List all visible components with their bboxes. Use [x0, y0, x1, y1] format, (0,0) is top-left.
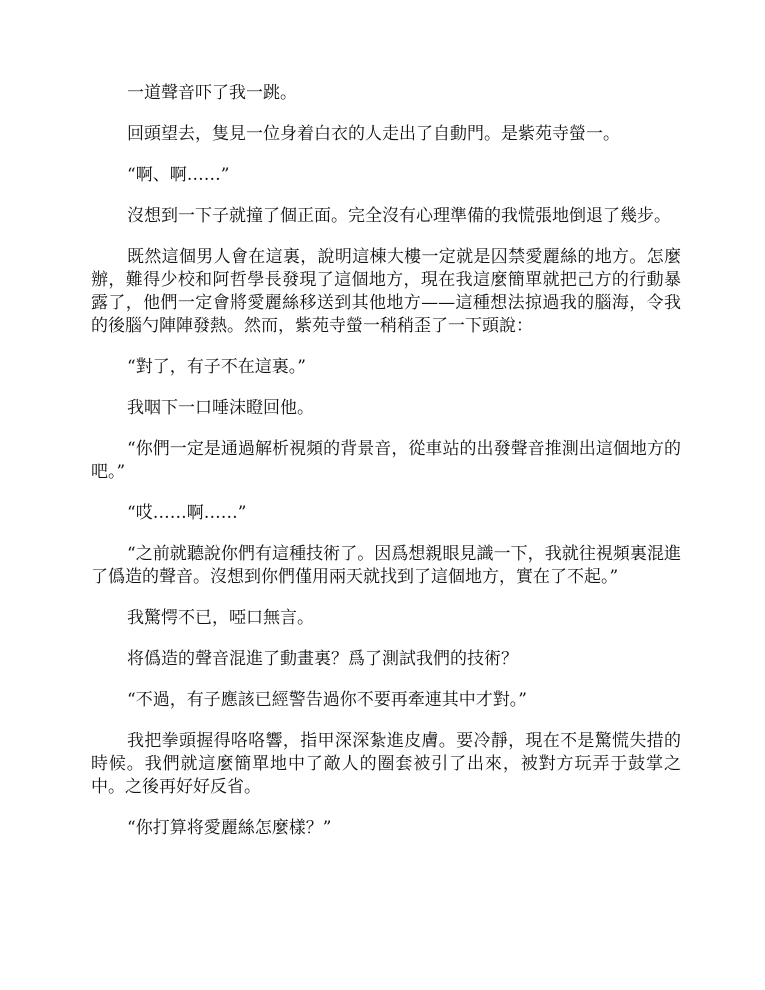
paragraph: 既然這個男人會在這裏，說明這棟大樓一定就是囚禁愛麗絲的地方。怎麼辦，難得少校和阿哲學長發現了這個地方，現在我這麼簡單就把己方的行動暴露了，他們一定會將愛麗絲移送到其他地方——這種想法掠過我的腦海，令我的後腦勺陣陣發熱。然而，紫苑寺螢一稍稍歪了一下頭說： [91, 247, 681, 336]
paragraph: 我把拳頭握得咯咯響，指甲深深紮進皮膚。要冷靜，現在不是驚慌失措的時候。我們就這麼簡單地中了敵人的圈套被引了出來，被對方玩弄于鼓掌之中。之後再好好反省。 [91, 731, 681, 797]
paragraph: 将僞造的聲音混進了動畫裏？爲了測試我們的技術？ [127, 649, 518, 669]
paragraph: “啊、啊……” [127, 165, 230, 185]
paragraph: “之前就聽說你們有這種技術了。因爲想親眼見識一下，我就往視頻裏混進了僞造的聲音。沒想到你們僅用兩天就找到了這個地方，實在了不起。” [91, 544, 681, 587]
paragraph: “對了，有子不在這裏。” [127, 357, 306, 377]
paragraph: “你們一定是通過解析視頻的背景音，從車站的出發聲音推測出這個地方的吧。” [91, 439, 681, 482]
paragraph: 回頭望去，隻見一位身着白衣的人走出了自動門。是紫苑寺螢一。 [127, 124, 620, 144]
paragraph: 我驚愕不已，啞口無言。 [127, 608, 314, 628]
paragraph: “不過，有子應該已經警告過你不要再牽連其中才對。” [127, 690, 527, 710]
paragraph: 沒想到一下子就撞了個正面。完全沒有心理準備的我慌張地倒退了幾步。 [127, 206, 671, 226]
paragraph: “你打算将愛麗絲怎麼樣？” [127, 818, 332, 838]
paragraph: “哎……啊……” [127, 503, 247, 523]
document-page [91, 82, 681, 858]
paragraph: 我咽下一口唾沫瞪回他。 [127, 398, 314, 418]
paragraph: 一道聲音吓了我一跳。 [127, 83, 297, 103]
